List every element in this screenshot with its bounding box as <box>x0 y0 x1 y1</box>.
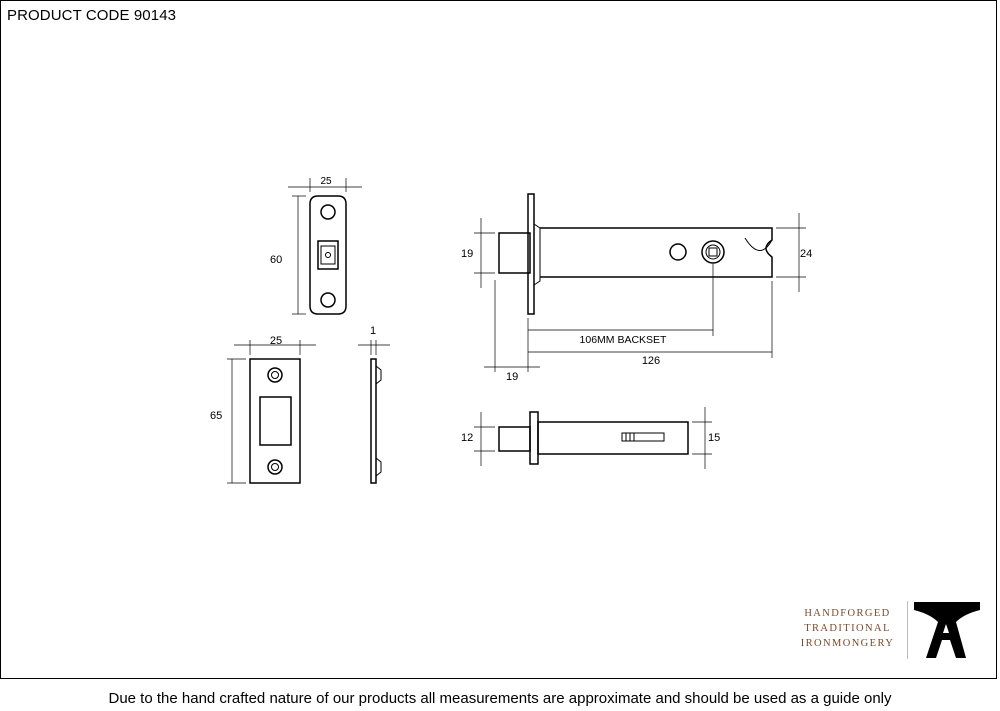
deadbolt-dimensions <box>474 407 712 469</box>
deadbolt-side-view <box>499 412 688 464</box>
brand-line-3: IRONMONGERY <box>800 638 895 649</box>
latch-spindle-boss <box>702 241 724 263</box>
strike-screw-hole-bottom <box>268 460 282 474</box>
latch-side-view <box>499 194 772 314</box>
dim-strike-width: 25 <box>269 335 283 347</box>
strike-latch-opening <box>260 397 291 445</box>
disclaimer-footer: Due to the hand crafted nature of our products all measurements are approximate and should be used as a guide only <box>108 690 892 707</box>
brand-divider <box>907 601 908 659</box>
deadbolt-slot <box>622 433 664 441</box>
faceplate-view <box>310 196 346 314</box>
deadbolt-case <box>538 422 688 454</box>
latch-dimensions <box>474 213 806 372</box>
latch-case <box>540 228 772 277</box>
faceplate-screw-hole-bottom <box>321 293 335 307</box>
dim-case-height: 24 <box>800 248 813 260</box>
latch-forend <box>528 194 534 314</box>
anvil-logo-icon <box>912 600 982 662</box>
dim-bolt-case-height: 15 <box>708 432 721 444</box>
dim-overall-length: 126 <box>641 355 661 367</box>
latch-spindle-square <box>709 248 717 256</box>
faceplate-latch-inner <box>321 246 335 264</box>
dim-faceplate-width: 25 <box>320 176 332 187</box>
faceplate-spindle-dot <box>326 253 331 258</box>
brand-line-2: TRADITIONAL <box>804 623 891 634</box>
strike-side-view <box>371 359 381 483</box>
faceplate-screw-hole-top <box>321 205 335 219</box>
strike-side-outline <box>371 359 376 483</box>
dim-latch-height: 19 <box>461 248 474 260</box>
strike-plate-outline <box>250 359 300 483</box>
dim-backset: 106MM BACKSET <box>579 334 667 346</box>
dim-latch-projection: 19 <box>506 371 519 383</box>
strike-plate-view <box>250 359 300 483</box>
strike-screw-hole-top <box>268 368 282 382</box>
dim-faceplate-height: 60 <box>270 254 283 266</box>
deadbolt-bolt <box>499 427 530 451</box>
latch-follower-hole <box>670 244 686 260</box>
product-code: PRODUCT CODE 90143 <box>7 7 177 24</box>
faceplate-outline <box>310 196 346 314</box>
deadbolt-forend <box>530 412 538 464</box>
dim-strike-thickness: 1 <box>369 325 377 337</box>
brand-text-block <box>790 606 905 651</box>
dim-strike-height: 65 <box>210 410 223 422</box>
brand-line-1: HANDFORGED <box>804 608 891 619</box>
latch-bolt <box>499 233 530 273</box>
dim-bolt-height: 12 <box>461 432 474 444</box>
